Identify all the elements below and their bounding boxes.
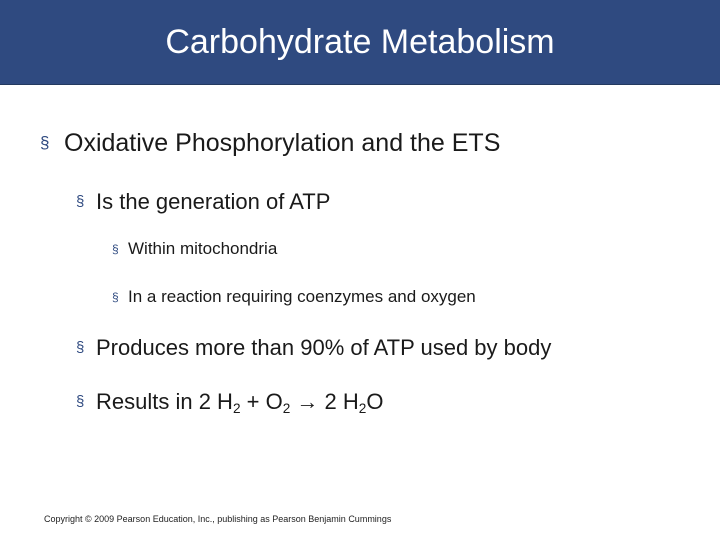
bullet-level1-oxidative: [40, 126, 500, 160]
slide-title: Carbohydrate Metabolism: [165, 23, 555, 61]
bullet-text: Oxidative Phosphorylation and the ETS: [64, 129, 501, 157]
equation-plus: + O: [240, 389, 283, 414]
bullet-marker: §: [76, 393, 85, 410]
bullet-text: Produces more than 90% of ATP used by body: [96, 335, 552, 360]
bullet-marker: §: [112, 242, 119, 256]
title-bar: [0, 0, 720, 85]
subscript: 2: [358, 401, 367, 417]
bullet-level2-generation: [76, 187, 330, 217]
bullet-marker: §: [40, 133, 50, 152]
bullet-level2-equation: [76, 387, 383, 417]
bullet-text: In a reaction requiring coenzymes and oxygen: [128, 287, 476, 306]
bullet-marker: §: [112, 290, 119, 304]
subscript: 2: [282, 401, 291, 417]
equation-arrow: → 2 H: [290, 389, 359, 414]
bullet-marker: §: [76, 339, 85, 356]
copyright-notice: Copyright © 2009 Pearson Education, Inc., publishing as Pearson Benjamin Cummings: [44, 514, 392, 524]
bullet-text: Within mitochondria: [128, 239, 278, 258]
bullet-level3-mitochondria: [112, 237, 277, 261]
subscript: 2: [232, 401, 241, 417]
equation: [96, 389, 384, 417]
equation-suffix: O: [366, 389, 384, 414]
bullet-marker: §: [76, 193, 85, 210]
bullet-level2-produces: [76, 333, 551, 363]
equation-prefix: Results in 2 H: [96, 389, 233, 414]
bullet-text: Is the generation of ATP: [96, 189, 331, 214]
bullet-level3-reaction: [112, 285, 476, 309]
